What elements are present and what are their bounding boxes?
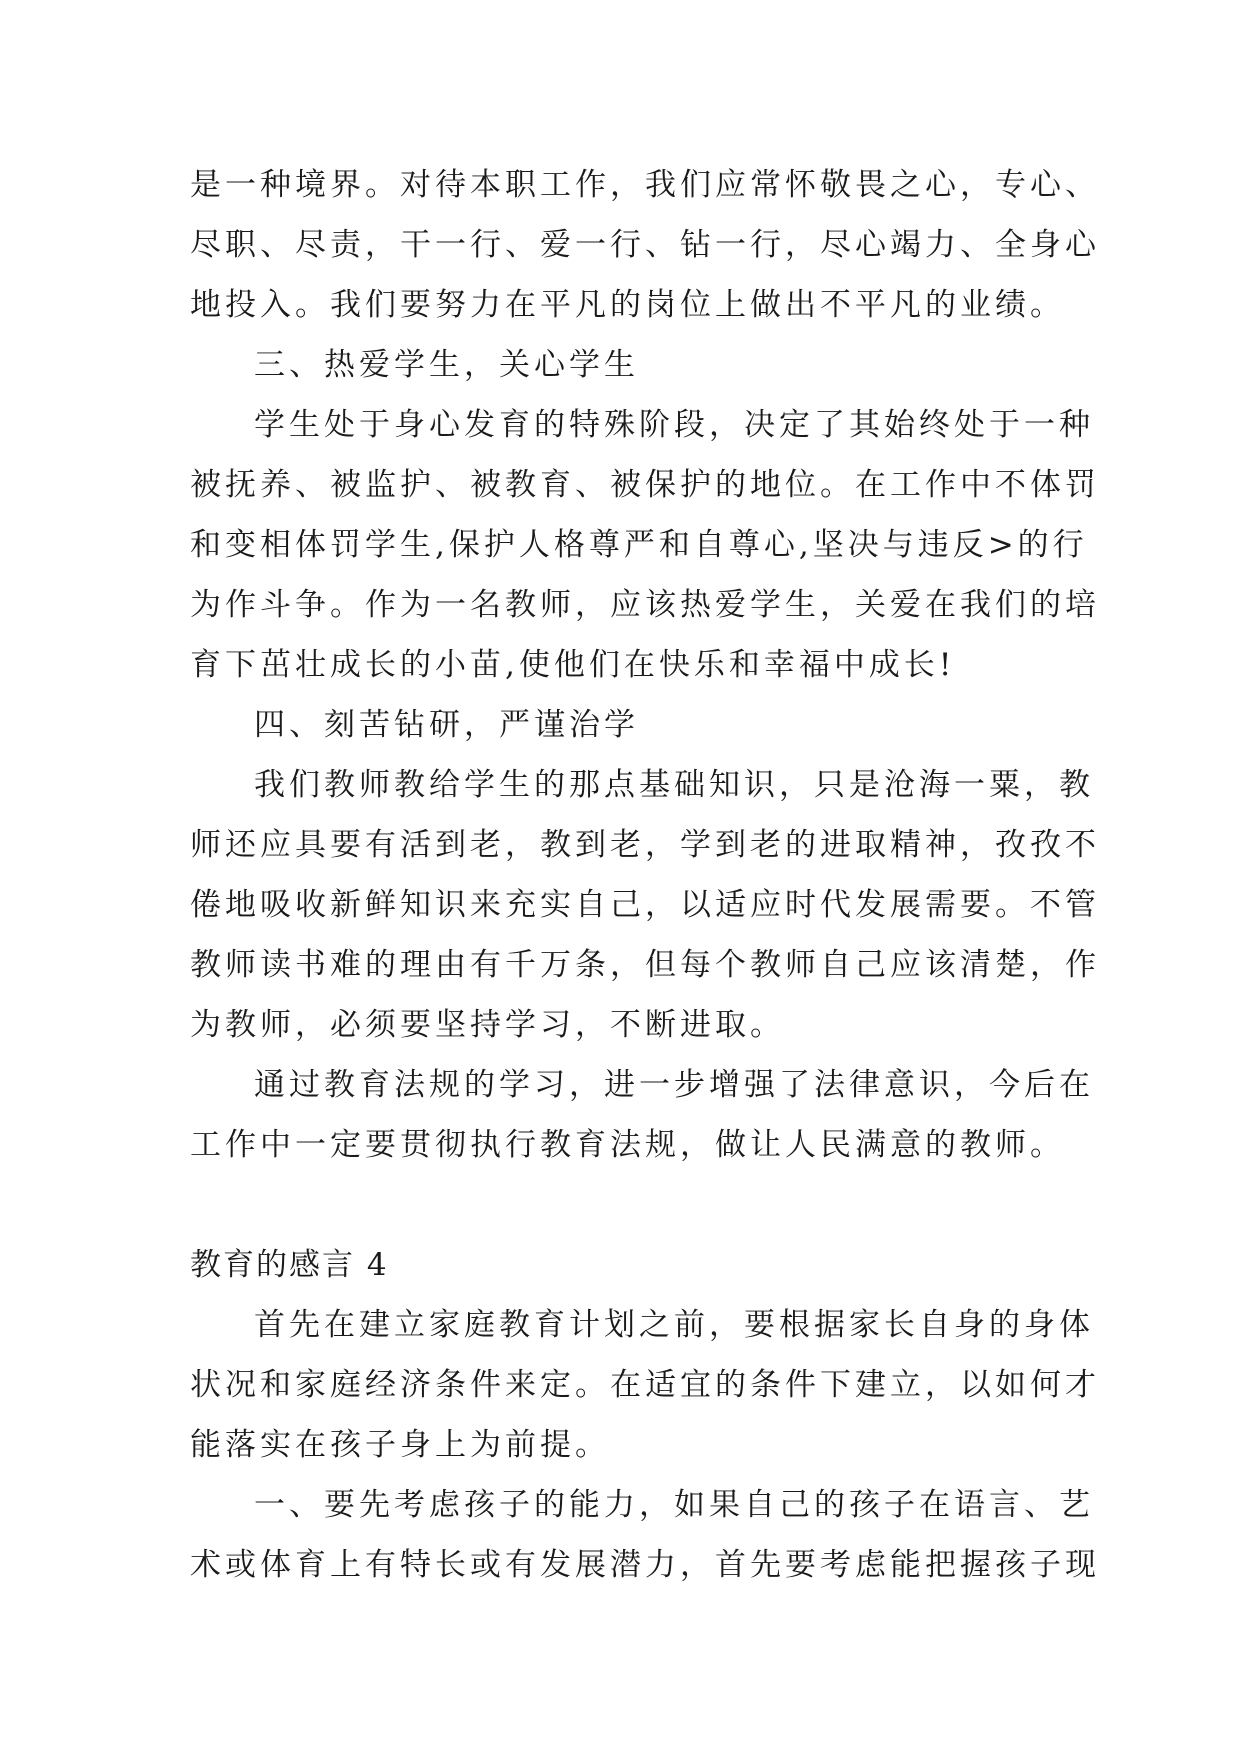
text-line: 教师读书难的理由有千万条，但每个教师自己应该清楚，作 [190, 947, 1100, 983]
text-line: 工作中一定要贯彻执行教育法规，做让人民满意的教师。 [190, 1127, 1065, 1163]
text-line: 尽职、尽责，干一行、爱一行、钻一行，尽心竭力、全身心 [190, 227, 1100, 263]
text-line: 能落实在孩子身上为前提。 [190, 1427, 610, 1463]
document-body [190, 155, 1100, 1595]
text-line: 我们教师教给学生的那点基础知识，只是沧海一粟，教 [254, 767, 1094, 803]
text-line: 首先在建立家庭教育计划之前，要根据家长自身的身体 [254, 1307, 1094, 1343]
text-line: 和变相体罚学生,保护人格尊严和自尊心,坚决与违反>的行 [190, 527, 1088, 563]
paragraph-gap [190, 1175, 1050, 1235]
text-line: 地投入。我们要努力在平凡的岗位上做出不平凡的业绩。 [190, 287, 1065, 323]
text-line: 通过教育法规的学习，进一步增强了法律意识，今后在 [254, 1067, 1094, 1103]
text-line: 倦地吸收新鲜知识来充实自己，以适应时代发展需要。不管 [190, 887, 1100, 923]
text-line: 是一种境界。对待本职工作，我们应常怀敬畏之心，专心、 [190, 167, 1100, 203]
text-line: 术或体育上有特长或有发展潜力，首先要考虑能把握孩子现 [190, 1547, 1100, 1583]
text-line: 为作斗争。作为一名教师，应该热爱学生，关爱在我们的培 [190, 587, 1100, 623]
text-line: 育下茁壮成长的小苗,使他们在快乐和幸福中成长! [190, 647, 956, 683]
text-line: 学生处于身心发育的特殊阶段，决定了其始终处于一种 [254, 407, 1094, 443]
text-line: 师还应具要有活到老，教到老，学到老的进取精神，孜孜不 [190, 827, 1100, 863]
article-title: 教育的感言 4 [190, 1247, 389, 1283]
section-heading: 四、刻苦钻研，严谨治学 [254, 707, 639, 743]
text-line: 一、要先考虑孩子的能力，如果自己的孩子在语言、艺 [254, 1487, 1094, 1523]
text-line: 被抚养、被监护、被教育、被保护的地位。在工作中不体罚 [190, 467, 1100, 503]
text-line: 状况和家庭经济条件来定。在适宜的条件下建立，以如何才 [190, 1367, 1100, 1403]
text-line: 为教师，必须要坚持学习，不断进取。 [190, 1007, 785, 1043]
section-heading: 三、热爱学生，关心学生 [254, 347, 639, 383]
